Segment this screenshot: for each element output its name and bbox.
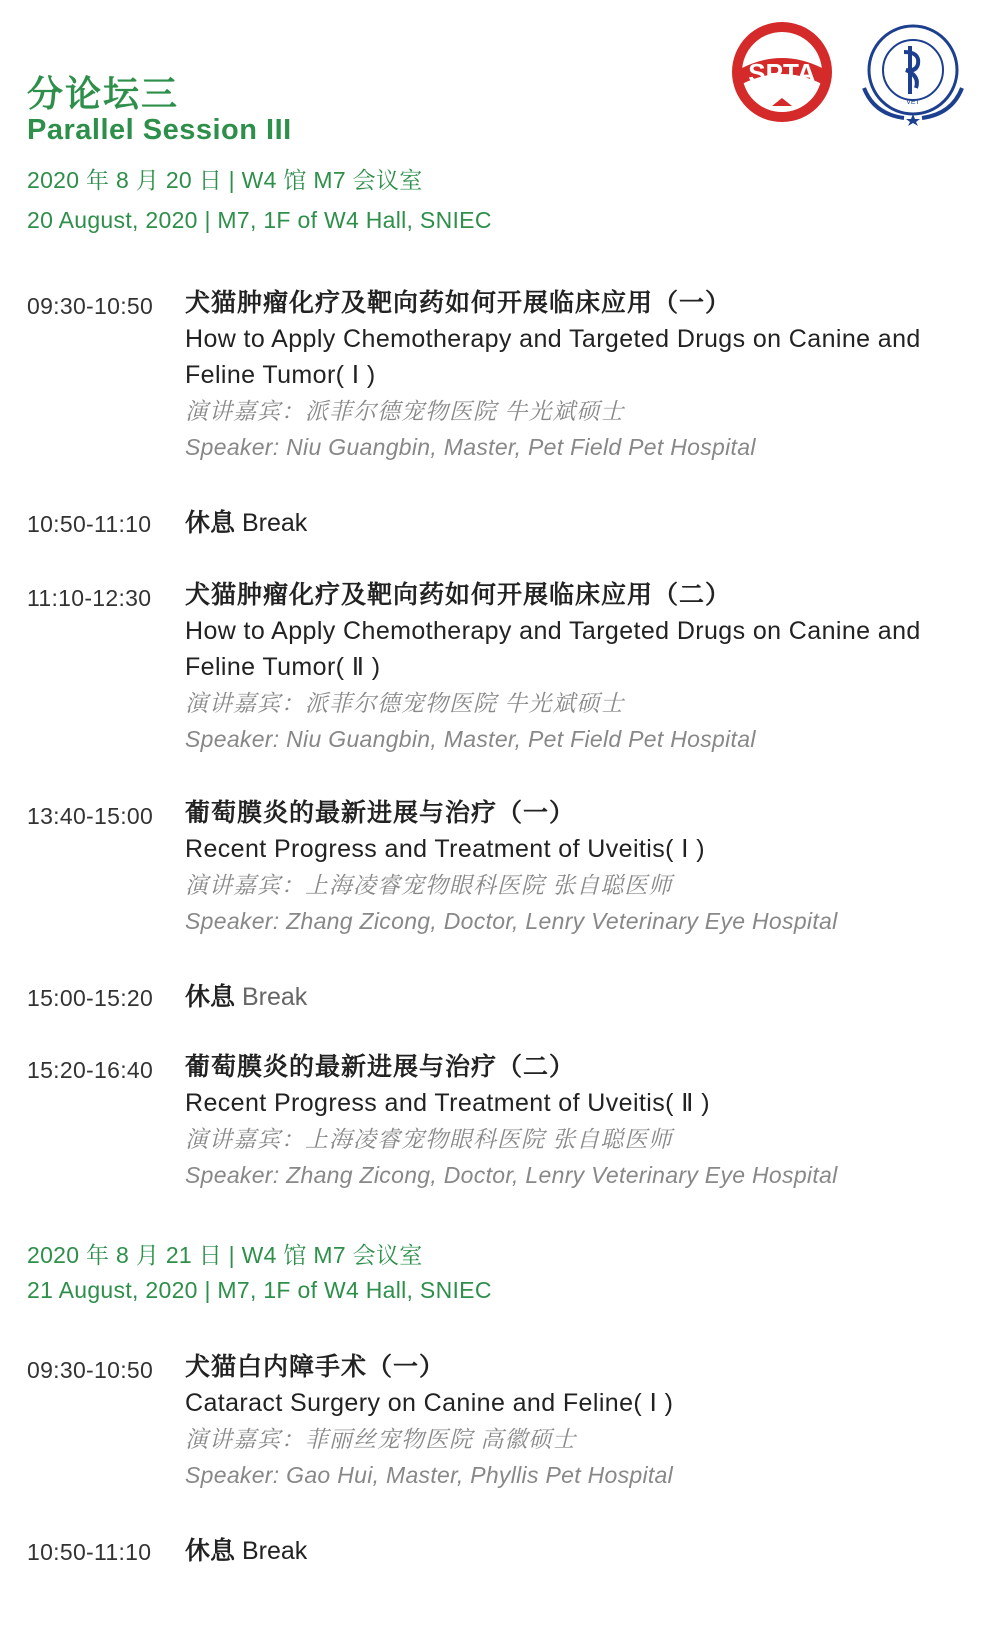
session-title-en: How to Apply Chemotherapy and Targeted Drugs on Canine and Feline Tumor( Ⅰ ) [185,325,921,389]
vet-association-logo [854,18,972,126]
session-title-en: Recent Progress and Treatment of Uveitis( Ⅱ ) [185,1089,710,1117]
speaker-en: Speaker: Zhang Zicong, Doctor, Lenry Veterinary Eye Hospital [185,1162,838,1188]
vet-logo-text: VET [906,99,920,106]
speaker-en: Speaker: Niu Guangbin, Master, Pet Field Pet Hospital [185,434,756,460]
session-title-en: Recent Progress and Treatment of Uveitis( Ⅰ ) [185,835,706,863]
session-time: 09:30-10:50 [27,293,154,319]
session-title-cn: 葡萄膜炎的最新进展与治疗（一） [185,799,576,827]
page-title-cn: 分论坛三 [27,73,180,114]
day2-date-en: 21 August, 2020 | M7, 1F of W4 Hall, SNIEC [27,1277,492,1303]
session-title-cn: 犬猫肿瘤化疗及靶向药如何开展临床应用（一） [185,289,732,317]
page-title-en: Parallel Session III [27,114,292,146]
speaker-cn: 演讲嘉宾：派菲尔德宠物医院 牛光斌硕士 [185,398,625,424]
logo-group [728,18,972,126]
session-time: 15:20-16:40 [27,1057,154,1083]
session-time: 11:10-12:30 [27,585,152,611]
speaker-en: Speaker: Zhang Zicong, Doctor, Lenry Veterinary Eye Hospital [185,908,838,934]
spta-logo [728,18,836,126]
break-label-en: Break [241,1537,308,1565]
break-label-cn: 休息 [185,1537,236,1565]
session-title-en: Cataract Surgery on Canine and Feline( Ⅰ ) [185,1389,674,1417]
day1-date-en: 20 August, 2020 | M7, 1F of W4 Hall, SNIEC [27,207,492,233]
session-title-cn: 犬猫肿瘤化疗及靶向药如何开展临床应用（二） [185,581,732,609]
break-time: 15:00-15:20 [27,985,154,1011]
break-time: 10:50-11:10 [27,1539,152,1565]
speaker-cn: 演讲嘉宾：上海凌睿宠物眼科医院 张自聪医师 [185,1126,673,1152]
session-title-cn: 葡萄膜炎的最新进展与治疗（二） [185,1053,576,1081]
session-title-cn: 犬猫白内障手术（一） [185,1353,446,1381]
break-label-cn: 休息 [185,983,236,1011]
speaker-cn: 演讲嘉宾：菲丽丝宠物医院 高徽硕士 [185,1426,577,1452]
spta-logo-text: SPTA [748,58,816,88]
speaker-en: Speaker: Gao Hui, Master, Phyllis Pet Hospital [185,1462,674,1488]
break-label-en: Break [241,509,308,537]
session-time: 09:30-10:50 [27,1357,154,1383]
speaker-cn: 演讲嘉宾：上海凌睿宠物眼科医院 张自聪医师 [185,872,673,898]
speaker-en: Speaker: Niu Guangbin, Master, Pet Field Pet Hospital [185,726,756,752]
speaker-cn: 演讲嘉宾：派菲尔德宠物医院 牛光斌硕士 [185,690,625,716]
session-time: 13:40-15:00 [27,803,154,829]
break-time: 10:50-11:10 [27,511,152,537]
break-label-cn: 休息 [185,509,236,537]
day2-date-cn: 2020 年 8 月 21 日 | W4 馆 M7 会议室 [27,1242,423,1268]
day1-date-cn: 2020 年 8 月 20 日 | W4 馆 M7 会议室 [27,167,423,193]
session-title-en: How to Apply Chemotherapy and Targeted Drugs on Canine and Feline Tumor( Ⅱ ) [185,617,921,681]
break-label-en: Break [241,983,308,1011]
